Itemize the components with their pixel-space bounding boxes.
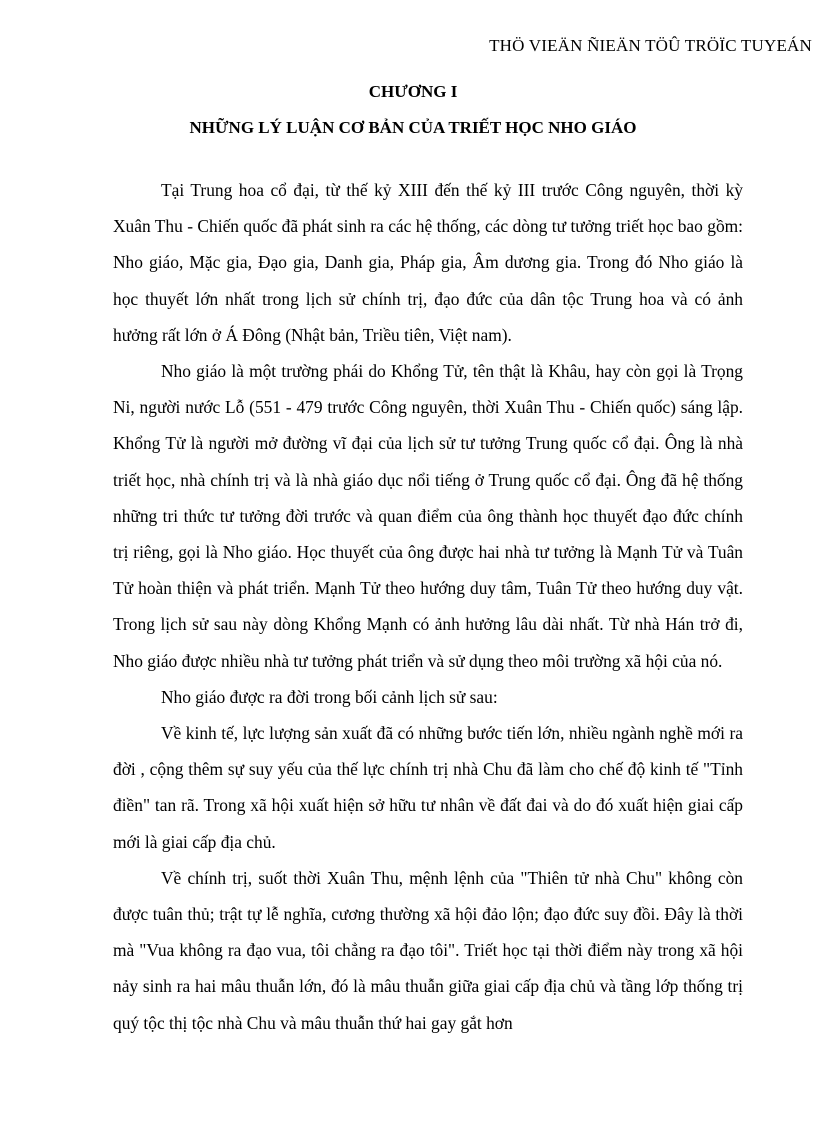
running-header: THÖ VIEÄN ÑIEÄN TÖÛ TRÖÏC TUYEÁN: [489, 36, 812, 55]
paragraph-4: Về kinh tế, lực lượng sản xuất đã có những bước tiến lớn, nhiều ngành nghề mới ra đời , cộng thêm sự suy yếu của thế lực chính trị nhà Chu đã làm cho chế độ kinh tế "Tỉnh điền" tan rã. Trong xã hội xuất hiện sở hữu tư nhân về đất đai và do đó xuất hiện giai cấp mới là giai cấp địa chủ.: [113, 723, 743, 852]
paragraph-1: Tại Trung hoa cổ đại, từ thế kỷ XIII đến thế kỷ III trước Công nguyên, thời kỳ Xuân Thu - Chiến quốc đã phát sinh ra các hệ thống, các dòng tư tưởng triết học bao gồm: Nho giáo, Mặc gia, Đạo gia, Danh gia, Pháp gia, Âm dương gia. Trong đó Nho giáo là học thuyết lớn nhất trong lịch sử chính trị, đạo đức của dân tộc Trung hoa và có ảnh hưởng rất lớn ở Á Đông (Nhật bản, Triều tiên, Việt nam).: [113, 180, 743, 345]
chapter-number: CHƯƠNG I: [368, 82, 458, 101]
paragraph-3: Nho giáo được ra đời trong bối cảnh lịch sử sau:: [161, 686, 498, 707]
body-text: [113, 172, 743, 1041]
paragraph-5: Về chính trị, suốt thời Xuân Thu, mệnh lệnh của "Thiên tử nhà Chu" không còn được tuân thủ; trật tự lễ nghĩa, cương thường xã hội đảo lộn; đạo đức suy đồi. Đây là thời mà "Vua không ra đạo vua, tôi chẳng ra đạo tôi". Triết học tại thời điểm này trong xã hội nảy sinh ra hai mâu thuẫn lớn, đó là mâu thuẫn giữa giai cấp địa chủ và tầng lớp thống trị quý tộc thị tộc nhà Chu và mâu thuẫn thứ hai gay gắt hơn: [113, 867, 743, 1033]
paragraph-2: Nho giáo là một trường phái do Khổng Tử, tên thật là Khâu, hay còn gọi là Trọng Ni, người nước Lỗ (551 - 479 trước Công nguyên, thời Xuân Thu - Chiến quốc) sáng lập. Khổng Tử là người mở đường vĩ đại của lịch sử tư tưởng Trung quốc cổ đại. Ông là nhà triết học, nhà chính trị và là nhà giáo dục nổi tiếng ở Trung quốc cổ đại. Ông đã hệ thống những tri thức tư tưởng đời trước và quan điểm của ông thành học thuyết đạo đức chính trị riêng, gọi là Nho giáo. Học thuyết của ông được hai nhà tư tưởng là Mạnh Tử và Tuân Tử hoàn thiện và phát triển. Mạnh Tử theo hướng duy tâm, Tuân Tử theo hướng duy vật. Trong lịch sử sau này dòng Khổng Mạnh có ảnh hưởng lâu dài nhất. Từ nhà Hán trở đi, Nho giáo được nhiều nhà tư tưởng phát triển và sử dụng theo môi trường xã hội của nó.: [113, 361, 743, 671]
chapter-title: NHỮNG LÝ LUẬN CƠ BẢN CỦA TRIẾT HỌC NHO GIÁO: [189, 118, 637, 137]
